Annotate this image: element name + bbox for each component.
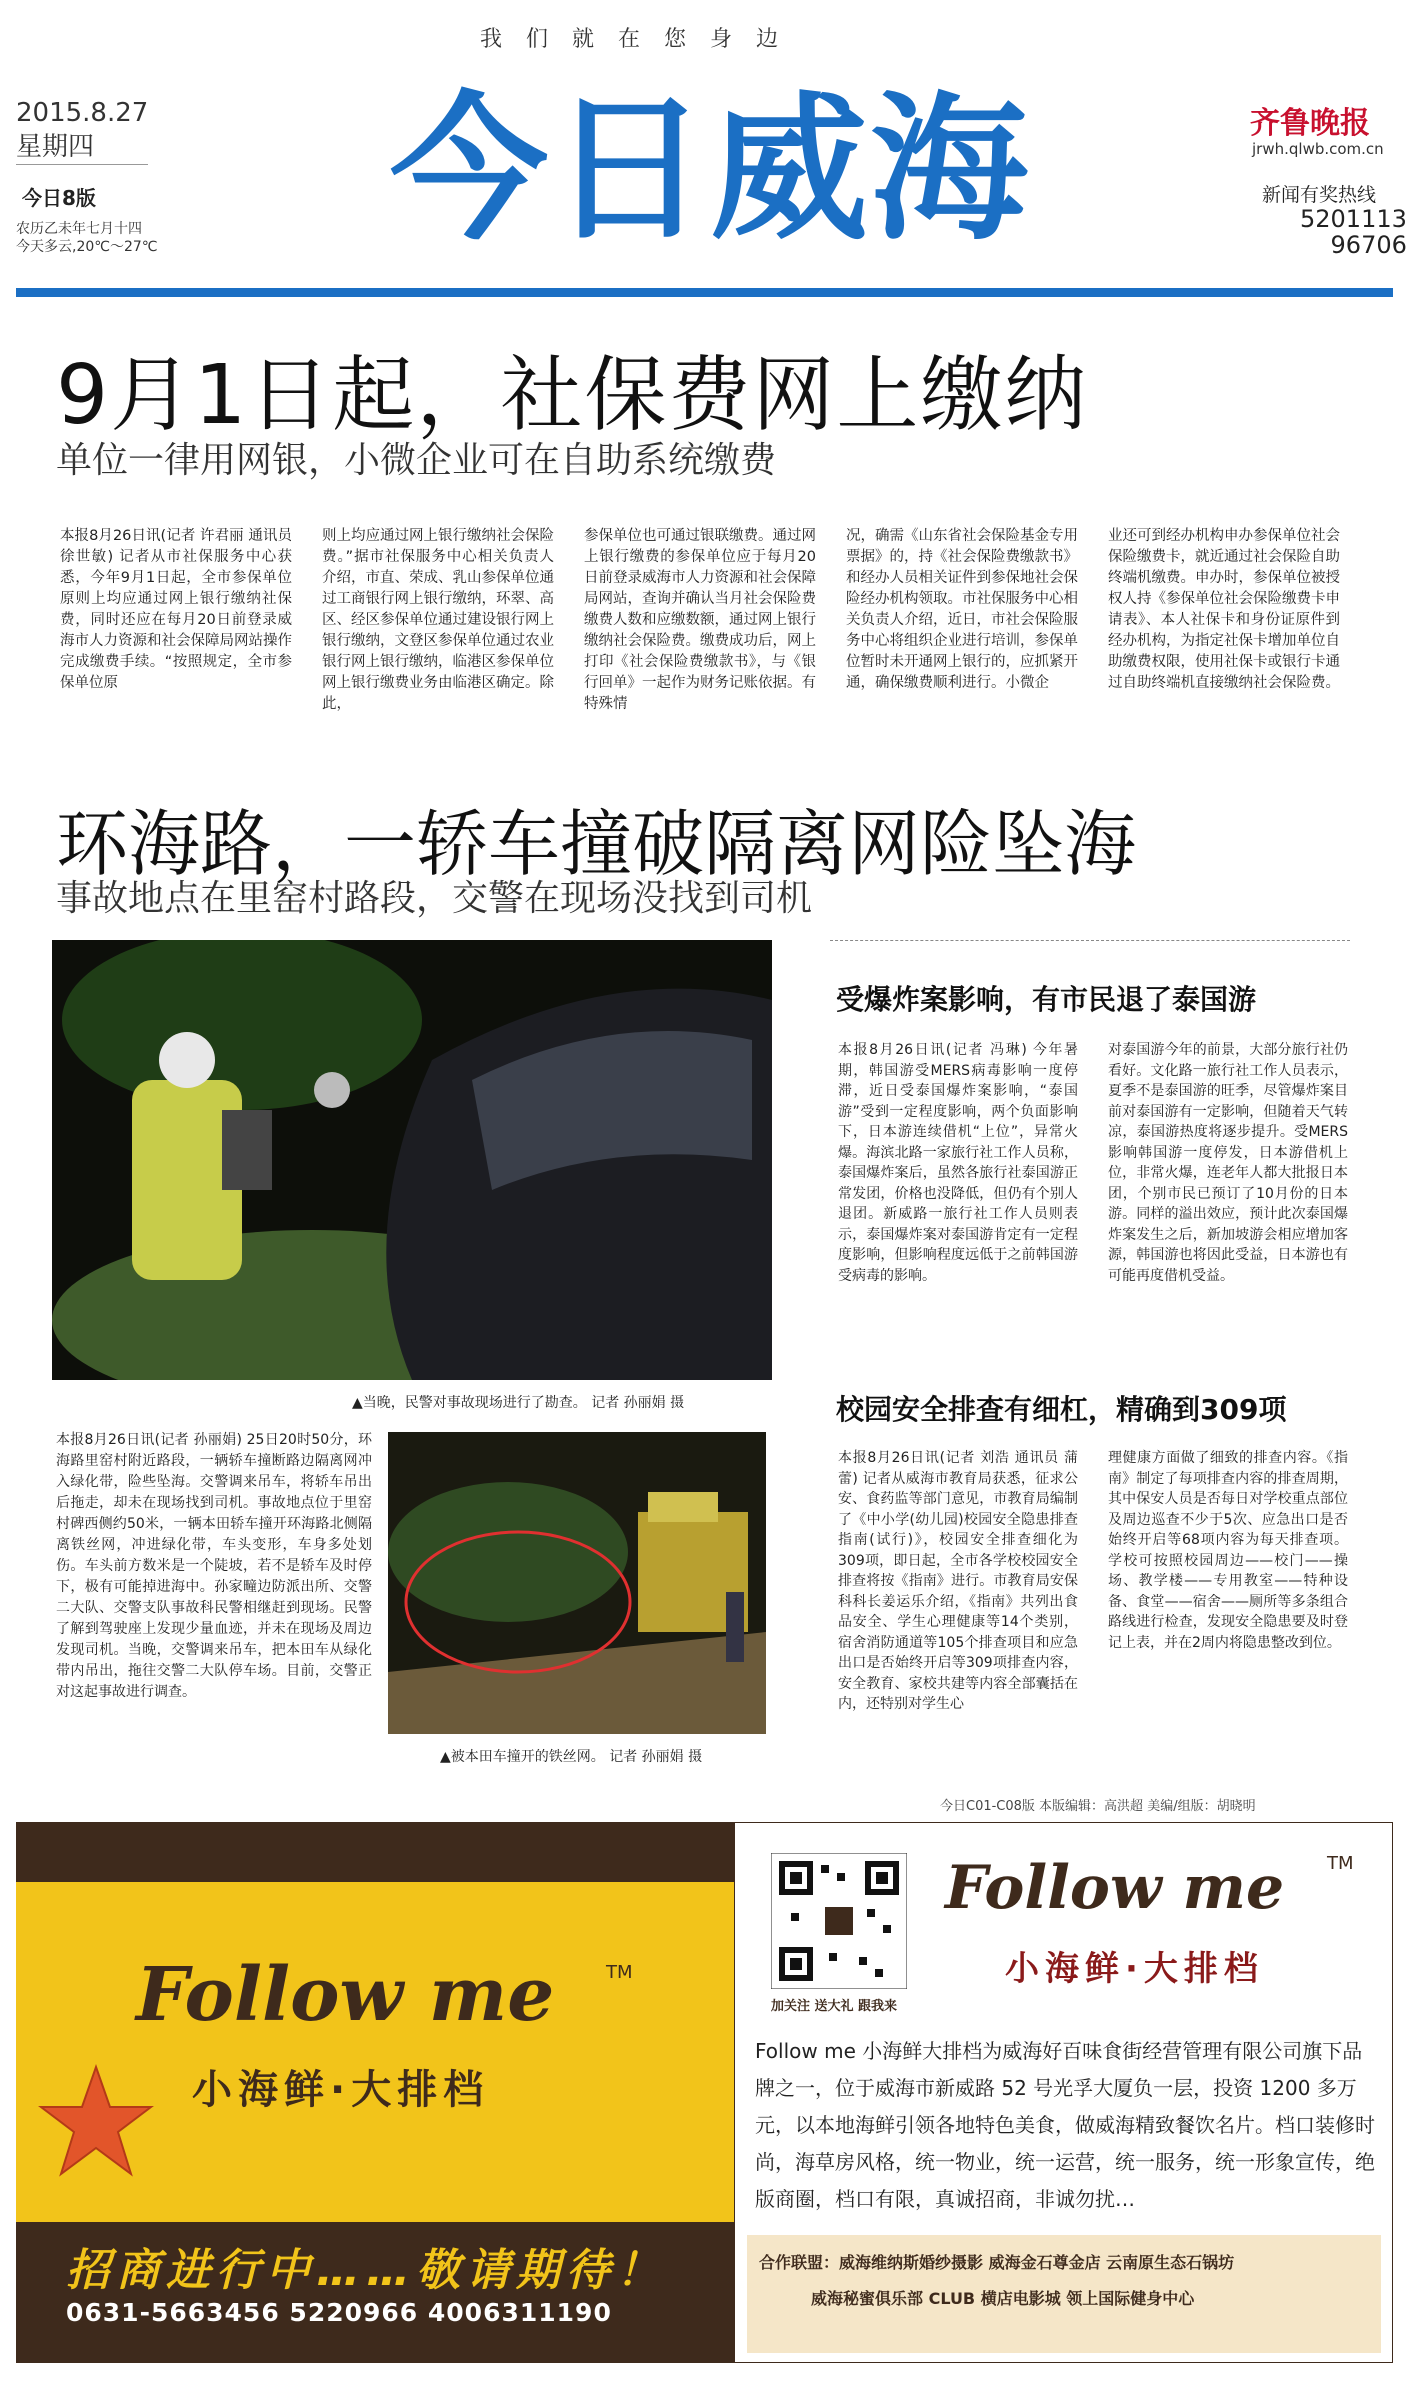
story1-column-5: 业还可到经办机构申办参保单位社会保险缴费卡，就近通过社会保险自助终端机缴费。申办时，参保单位被授权人持《参保单位社会保险缴费卡申请表》、本人社保卡和身份证原件到经办机构，为指定社保卡增加单位自助缴费权限，使用社保卡或银行卡通过自助终端机直接缴纳社会保险费。 bbox=[1108, 528, 1340, 691]
accident-photo-1 bbox=[52, 940, 772, 1380]
story2-subhead: 事故地点在里窑村路段，交警在现场没找到司机 bbox=[56, 878, 813, 919]
story1-headline: 9月1日起，社保费网上缴纳 bbox=[56, 348, 1089, 443]
ad-slogan: 招商进行中……敬请期待！ bbox=[66, 2245, 666, 2296]
edition-count: 今日8版 bbox=[22, 186, 96, 210]
qr-code-icon[interactable] bbox=[771, 1853, 907, 1989]
hotline-number-2: 96706 bbox=[1330, 231, 1407, 259]
story4-column-2: 理健康方面做了细致的排查内容。《指南》制定了每项排查内容的排查周期，其中保安人员是否每日对学校重点部位及周边巡查不少于5次、应急出口是否始终开启等68项内容为每天排查项。学校可按照校园周边——校门——操场、教学楼——专用教室——特种设备、食堂——宿舍——厕所等多条组合路线进行检查，发现安全隐患要及时登记上表，并在2周内将隐患整改到位。 bbox=[1108, 1450, 1348, 1651]
photo1-caption: ▲当晚，民警对事故现场进行了勘查。 记者 孙丽娟 摄 bbox=[352, 1395, 685, 1411]
story1-column-1: 本报8月26日讯(记者 许君丽 通讯员 徐世敏) 记者从市社保服务中心获悉，今年9月1日起，全市参保单位原则上均应通过网上银行缴纳社保费，同时还应在每月20日前登录威海市人力资源和社会保障局网站操作完成缴费手续。“按照规定，全市参保单位原 bbox=[60, 528, 292, 691]
story3-column-2: 对泰国游今年的前景，大部分旅行社仍看好。文化路一旅行社工作人员表示，夏季不是泰国游的旺季，尽管爆炸案目前对泰国游有一定影响，但随着天气转凉，泰国游热度将逐步提升。受MERS影响韩国游一度停发，日本游借机上位，非常火爆，连老年人都大批报日本团，个别市民已预订了10月份的日本游。同样的溢出效应，预计此次泰国爆炸案发生之后，新加坡游会相应增加客源，韩国游也将因此受益，日本游也有可能再度借机受益。 bbox=[1108, 1042, 1348, 1284]
coop-line-2: 威海秘蜜俱乐部 CLUB 横店电影城 领上国际健身中心 bbox=[811, 2289, 1195, 2308]
lunar-weather bbox=[16, 220, 158, 256]
weekday-text: 星期四 bbox=[16, 132, 95, 162]
accident-photo-2 bbox=[388, 1432, 766, 1734]
story3-headline: 受爆炸案影响，有市民退了泰国游 bbox=[836, 983, 1257, 1016]
date-divider bbox=[16, 164, 148, 165]
ad-tm-mark-right: TM bbox=[1327, 1853, 1354, 1874]
ad-cooperation bbox=[747, 2235, 1381, 2353]
story1-column-2: 则上均应通过网上银行缴纳社会保险费。”据市社保服务中心相关负责人介绍，市直、荣成、乳山参保单位通过工商银行网上银行缴纳，环翠、高区、经区参保单位通过建设银行网上银行缴纳，文登区参保单位通过农业银行网上银行缴纳，临港区参保单位网上银行缴费业务由临港区确定。除此， bbox=[322, 528, 554, 712]
hotline-numbers bbox=[1300, 206, 1407, 258]
story2-headline: 环海路，一轿车撞破隔离网险坠海 bbox=[56, 802, 1137, 886]
accident-photo-2-image bbox=[388, 1432, 766, 1734]
story1-subhead: 单位一律用网银，小微企业可在自助系统缴费 bbox=[56, 440, 777, 481]
hotline-label: 新闻有奖热线 bbox=[1262, 184, 1377, 206]
photo2-caption: ▲被本田车撞开的铁丝网。 记者 孙丽娟 摄 bbox=[440, 1749, 703, 1765]
qr-caption: 加关注 送大礼 跟我来 bbox=[771, 1999, 898, 2014]
ad-right-panel bbox=[734, 1822, 1393, 2363]
section-divider bbox=[830, 940, 1350, 941]
ad-description: Follow me 小海鲜大排档为威海好百味食街经营管理有限公司旗下品牌之一，位于威海市新威路 52 号光孚大厦负一层，投资 1200 多万元，以本地海鲜引领各地特色美食，做威海精致餐饮名片。档口装修时尚，海草房风格，统一物业，统一运营，统一服务，统一形象宣传，绝版商圈，档口有限，真诚招商，非诚勿扰… bbox=[755, 2039, 1375, 2211]
story4-column-1: 本报8月26日讯(记者 刘浩 通讯员 蒲蕾) 记者从威海市教育局获悉，征求公安、食药监等部门意见，市教育局编制了《中小学(幼儿园)校园安全隐患排查指南(试行)》，校园安全排查细化为309项，即日起，全市各学校校园安全排查将按《指南》进行。市教育局安保科科长姜运乐介绍，《指南》共列出食品安全、学生心理健康等14个类别，宿舍消防通道等105个排查项目和应急出口是否始终开启等309项排查内容，安全教育、家校共建等内容全部囊括在内，还特别对学生心 bbox=[838, 1450, 1078, 1712]
partner-url[interactable]: jrwh.qlwb.com.cn bbox=[1252, 140, 1384, 158]
ad-phones: 0631-5663456 5220966 4006311190 bbox=[66, 2298, 612, 2327]
coop-line-1 bbox=[759, 2245, 1369, 2281]
coop-partners-1: 威海维纳斯婚纱摄影 威海金石尊金店 云南原生态石锅坊 bbox=[839, 2253, 1235, 2272]
ad-left-panel bbox=[16, 1822, 734, 2363]
page-footer: 今日C01-C08版 本版编辑：高洪超 美编/组版：胡晓明 bbox=[940, 1799, 1256, 1814]
follow-me-advertisement bbox=[16, 1822, 1393, 2363]
ad-brand-logo-right: Follow me bbox=[945, 1853, 1285, 1923]
ad-brand-subtitle: 小海鲜·大排档 bbox=[192, 2067, 490, 2113]
weather-text: 今天多云,20℃～27℃ bbox=[16, 239, 158, 255]
ad-brand-logo: Follow me bbox=[136, 1952, 555, 2038]
starfish-icon bbox=[36, 2062, 156, 2182]
hotline-number-1: 5201113 bbox=[1300, 205, 1407, 233]
issue-date bbox=[16, 96, 148, 164]
coop-label: 合作联盟： bbox=[759, 2253, 840, 2272]
accident-photo-1-image bbox=[52, 940, 772, 1380]
lunar-date: 农历乙未年七月十四 bbox=[16, 221, 142, 237]
story3-column-1: 本报8月26日讯(记者 冯琳) 今年暑期，韩国游受MERS病毒影响一度停滞，近日受泰国爆炸案影响，“泰国游”受到一定程度影响，两个负面影响下，日本游连续借机“上位”，异常火爆。海滨北路一家旅行社工作人员称，泰国爆炸案后，虽然各旅行社泰国游正常发团，价格也没降低，但仍有个别人退团。新威路一旅行社工作人员则表示，泰国爆炸案对泰国游肯定有一定程度影响，但影响程度远低于之前韩国游受病毒的影响。 bbox=[838, 1042, 1078, 1284]
partner-logo: 齐鲁晚报 bbox=[1250, 106, 1370, 141]
story2-body: 本报8月26日讯(记者 孙丽娟) 25日20时50分，环海路里窑村附近路段，一辆轿车撞断路边隔离网冲入绿化带，险些坠海。交警调来吊车，将轿车吊出后拖走，却未在现场找到司机。事故地点位于里窑村碑西侧约50米，一辆本田轿车撞开环海路北侧隔离铁丝网，冲进绿化带，车头变形，车身多处划伤。车头前方数米是一个陡坡，若不是轿车及时停下，极有可能掉进海中。孙家疃边防派出所、交警二大队、交警支队事故科民警相继赶到现场。民警了解到驾驶座上发现少量血迹，并未在现场及周边发现司机。当晚，交警调来吊车，把本田车从绿化带内吊出，拖往交警二大队停车场。目前，交警正对这起事故进行调查。 bbox=[56, 1432, 372, 1700]
story1-column-3: 参保单位也可通过银联缴费。通过网上银行缴费的参保单位应于每月20日前登录威海市人力资源和社会保障局网站，查询并确认当月社会保险费缴费人数和应缴数额，通过网上银行缴纳社会保险费。缴费成功后，网上打印《社会保险费缴款书》，与《银行回单》一起作为财务记账依据。有特殊情 bbox=[584, 528, 816, 712]
newspaper-title: 今日威海 bbox=[390, 78, 1030, 262]
date-text: 2015.8.27 bbox=[16, 98, 149, 128]
masthead-rule bbox=[16, 288, 1393, 297]
story4-headline: 校园安全排查有细杠，精确到309项 bbox=[836, 1393, 1287, 1426]
story1-column-4: 况，确需《山东省社会保险基金专用票据》的，持《社会保险费缴款书》和经办人员相关证件到参保地社会保险经办机构领取。市社保服务中心相关负责人介绍，近日，市社会保险服务中心将组织企业进行培训，参保单位暂时未开通网上银行的，应抓紧开通，确保缴费顺利进行。小微企 bbox=[846, 528, 1078, 691]
ad-brand-subtitle-right: 小海鲜·大排档 bbox=[1005, 1949, 1264, 1989]
ad-tm-mark: TM bbox=[606, 1962, 633, 1983]
masthead-slogan: 我们就在您身边 bbox=[480, 27, 803, 52]
